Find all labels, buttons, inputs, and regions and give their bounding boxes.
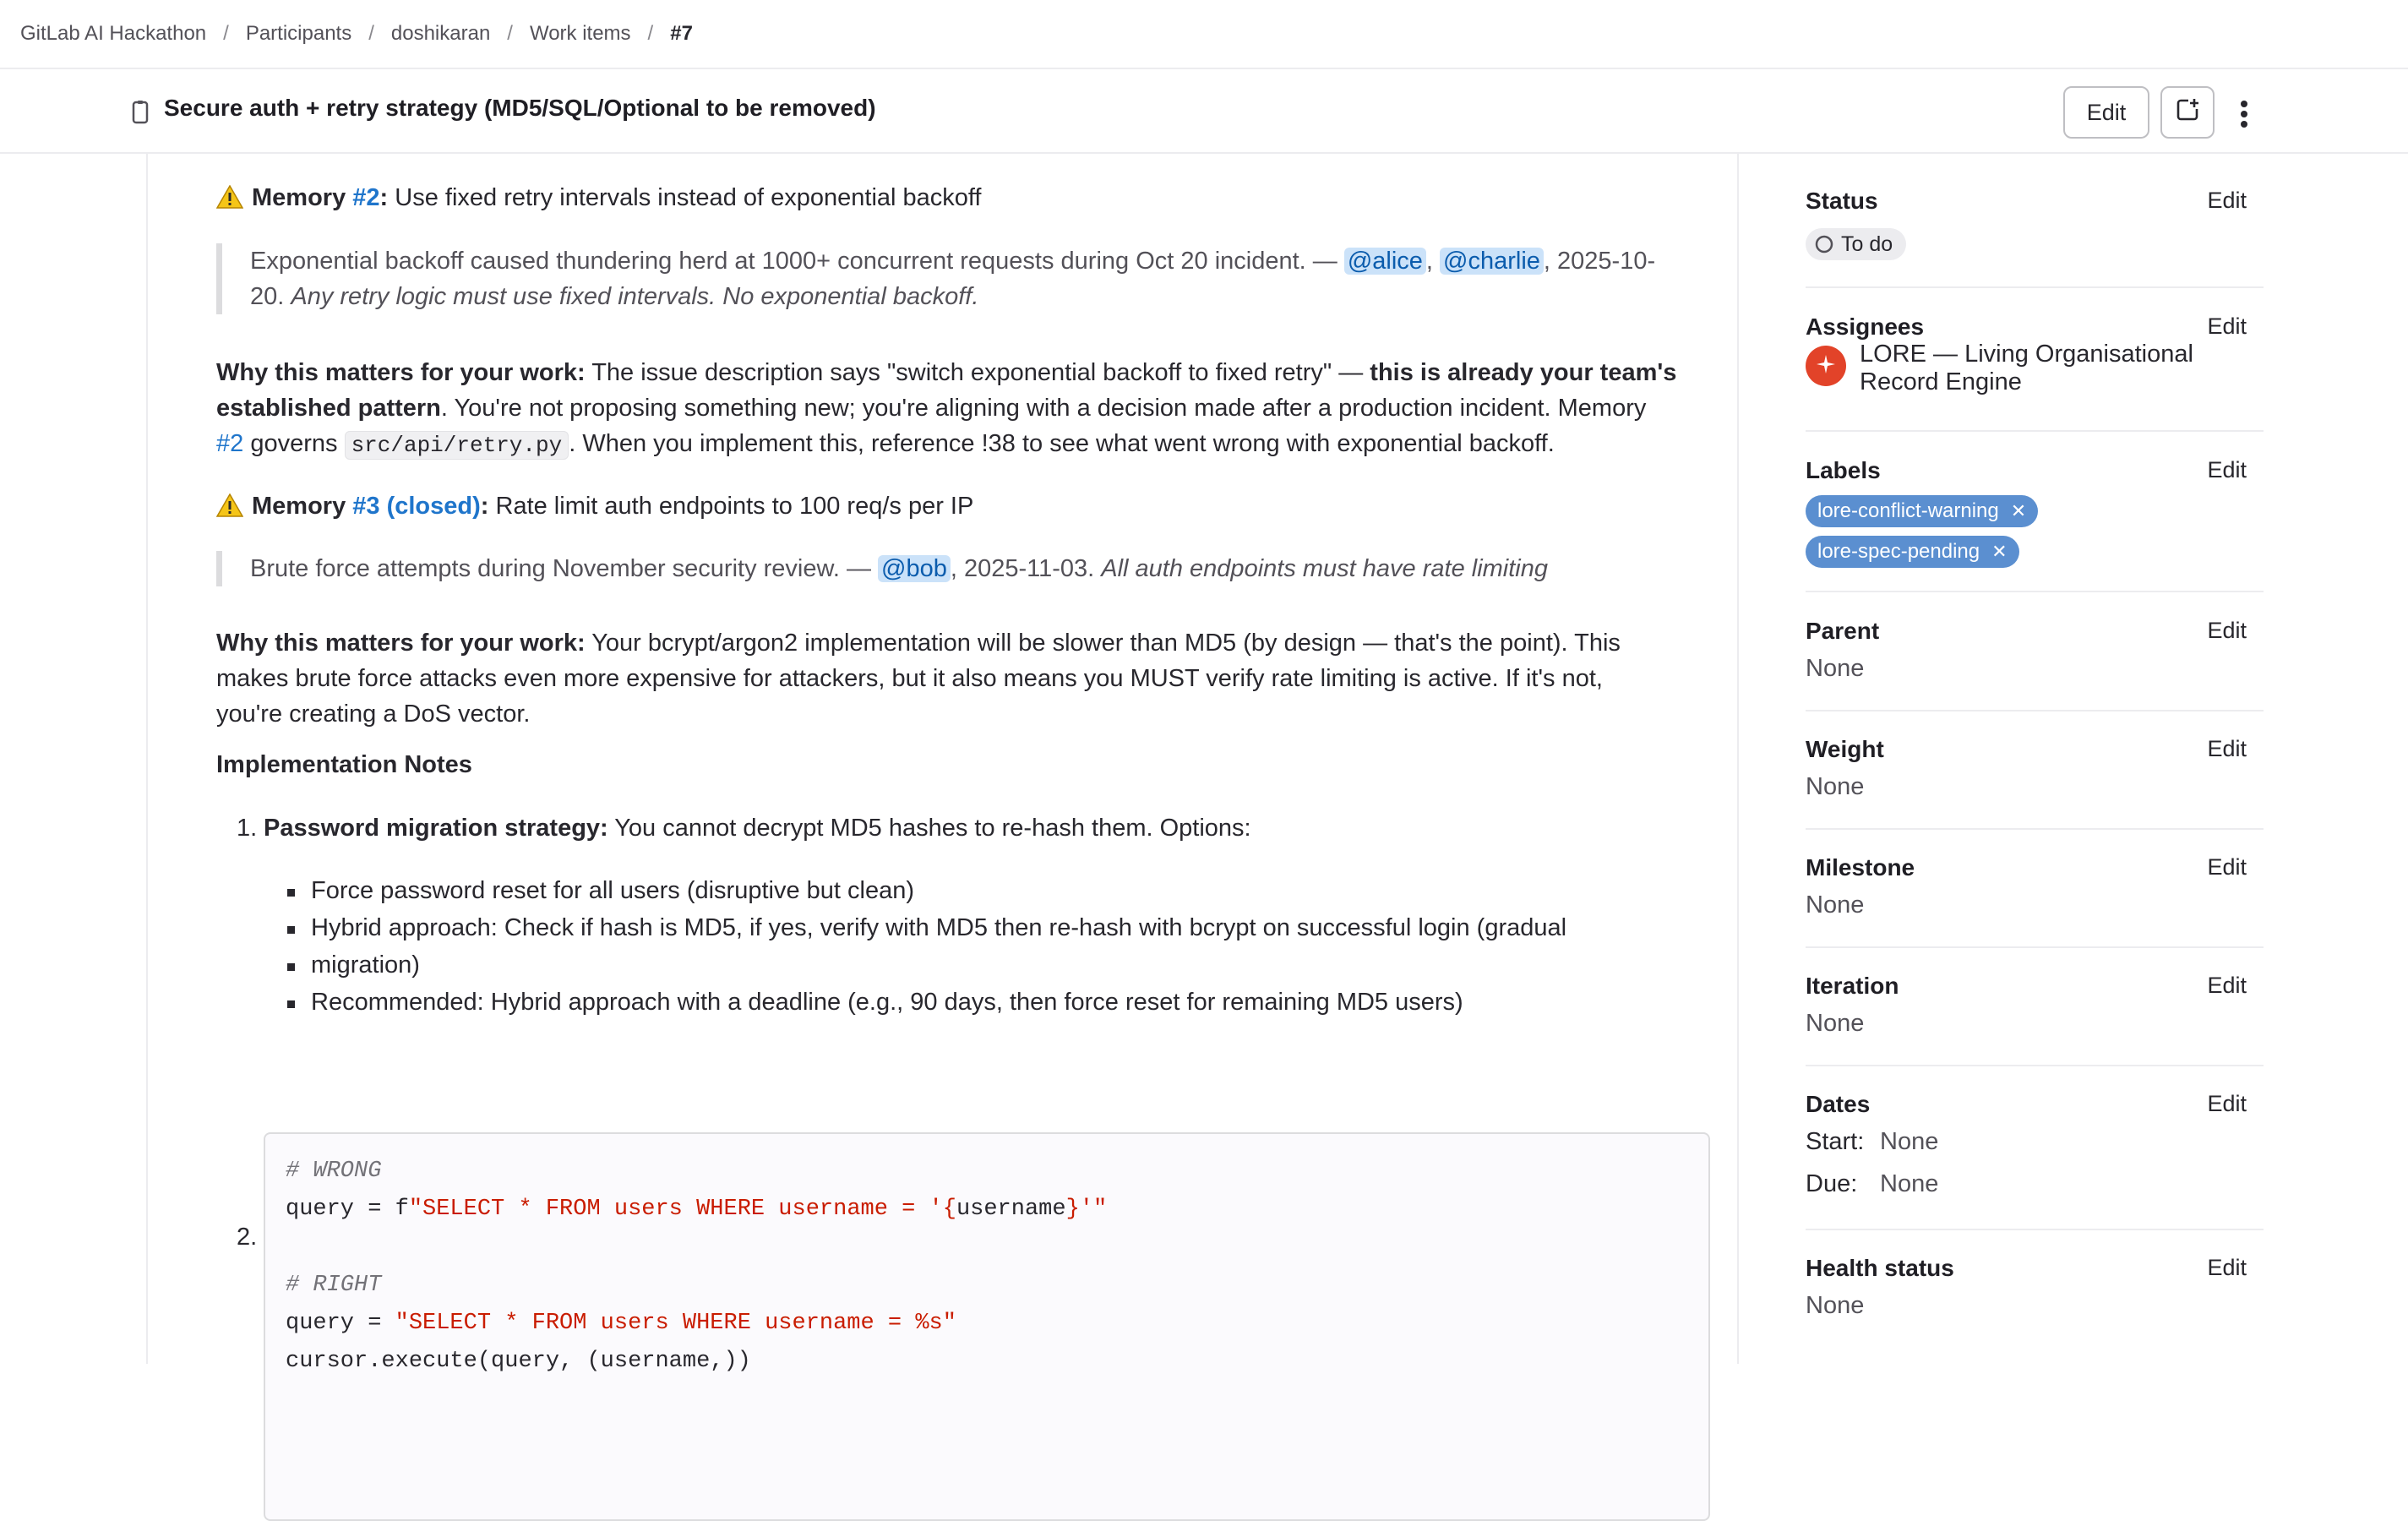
quote-comma: , xyxy=(1425,248,1441,275)
milestone-edit-button[interactable]: Edit xyxy=(2207,854,2247,880)
breadcrumb-separator: / xyxy=(647,22,654,45)
memory-label: Memory xyxy=(252,184,353,211)
blockquote xyxy=(216,551,1699,586)
status-value: To do xyxy=(1841,232,1893,256)
iteration-value: None xyxy=(1806,1010,1865,1037)
dates-edit-button[interactable]: Edit xyxy=(2207,1091,2247,1116)
health-status-heading: Health status xyxy=(1806,1255,1954,1281)
avatar[interactable] xyxy=(1806,346,1846,386)
parent-edit-button[interactable]: Edit xyxy=(2207,618,2247,643)
weight-edit-button[interactable]: Edit xyxy=(2207,736,2247,761)
why-text: The issue description says "switch exponential backoff to fixed retry" — xyxy=(585,359,1370,386)
sidebar-separator xyxy=(1806,286,2264,288)
why-bold: established pattern xyxy=(216,395,441,422)
quote-text: Exponential backoff caused thundering herd at 1000+ concurrent requests during Oct 20 incident. — xyxy=(250,248,1344,275)
due-date-label: Due: xyxy=(1806,1170,1858,1197)
memory-text: Use fixed retry intervals instead of exponential backoff xyxy=(388,184,982,211)
code-line: cursor.execute(query, (username,)) xyxy=(286,1349,751,1374)
status-badge[interactable] xyxy=(1806,228,1906,260)
milestone-heading: Milestone xyxy=(1806,854,1915,880)
mention-charlie[interactable]: @charlie xyxy=(1440,248,1544,275)
section-heading: Implementation Notes xyxy=(216,751,472,778)
code-token: query = f xyxy=(286,1197,409,1222)
sidebar-status xyxy=(1806,188,2264,289)
sidebar-separator xyxy=(1806,430,2264,432)
quote-italic: Any retry logic must use fixed intervals. No exponential backoff. xyxy=(291,283,979,310)
code-comment: # WRONG xyxy=(286,1158,382,1184)
parent-heading: Parent xyxy=(1806,618,1880,644)
why-text: makes brute force attacks even more expensive for attackers, but it also means you MUST verify rate limiting is active. If it's not, xyxy=(216,665,1603,692)
code-comment: # RIGHT xyxy=(286,1273,382,1298)
labels-edit-button[interactable]: Edit xyxy=(2207,457,2247,482)
health-status-value: None xyxy=(1806,1292,1865,1319)
sidebar-separator xyxy=(1806,591,2264,592)
memory-colon: : xyxy=(480,493,489,520)
why-paragraph xyxy=(216,355,1710,463)
breadcrumb-doshikaran[interactable]: doshikaran xyxy=(390,22,491,45)
sidebar-iteration xyxy=(1806,973,2264,1057)
label-text: lore-spec-pending xyxy=(1817,540,1980,563)
why-bold: this is already your team's xyxy=(1370,359,1677,386)
code-block[interactable] xyxy=(264,1132,1710,1521)
label-chip[interactable] xyxy=(1806,536,2019,568)
code-token: username xyxy=(956,1197,1066,1222)
list-item: Recommended: Hybrid approach with a deadline (e.g., 90 days, then force reset for remaining MD5 users) xyxy=(287,984,1566,1021)
sidebar-separator xyxy=(1806,828,2264,830)
memory-link[interactable]: #3 (closed) xyxy=(352,493,481,520)
code-string: "SELECT * FROM users WHERE username = %s" xyxy=(395,1311,956,1336)
status-heading: Status xyxy=(1806,188,1878,214)
memory-link[interactable]: #2 xyxy=(216,430,244,457)
edit-button[interactable]: Edit xyxy=(2063,86,2149,139)
list-number: 1. xyxy=(237,815,258,842)
work-item-header xyxy=(0,71,2408,154)
weight-value: None xyxy=(1806,773,1865,800)
why-paragraph xyxy=(216,625,1710,732)
why-text: Your bcrypt/argon2 implementation will be slower than MD5 (by design — that's the point). This xyxy=(585,630,1621,657)
memory-text: Rate limit auth endpoints to 100 req/s per IP xyxy=(488,493,974,520)
breadcrumb-separator: / xyxy=(507,22,513,45)
health-status-edit-button[interactable]: Edit xyxy=(2207,1255,2247,1280)
assignees-edit-button[interactable]: Edit xyxy=(2207,313,2247,339)
due-date-value: None xyxy=(1880,1170,1939,1197)
status-circle-icon xyxy=(1814,234,1834,254)
code-token: query = xyxy=(286,1311,395,1336)
code-line xyxy=(286,1305,1708,1343)
warning-icon xyxy=(216,183,243,219)
breadcrumb-participants[interactable]: Participants xyxy=(245,22,352,45)
iteration-edit-button[interactable]: Edit xyxy=(2207,973,2247,998)
assignee-name-line: Record Engine xyxy=(1860,368,2022,395)
issue-type-icon xyxy=(131,100,150,129)
new-related-item-button[interactable] xyxy=(2160,86,2215,139)
lore-logo-icon xyxy=(1815,353,1837,379)
list-number: 2. xyxy=(237,1224,258,1251)
code-line xyxy=(286,1191,1708,1229)
breadcrumb-separator: / xyxy=(223,22,229,45)
sidebar-milestone xyxy=(1806,854,2264,939)
warning-icon xyxy=(216,492,243,527)
why-text: governs xyxy=(243,430,345,457)
inline-code: src/api/retry.py xyxy=(345,431,569,460)
sidebar-weight xyxy=(1806,736,2264,820)
dates-heading: Dates xyxy=(1806,1091,1871,1117)
breadcrumb-work-items[interactable]: Work items xyxy=(529,22,631,45)
parent-value: None xyxy=(1806,655,1865,682)
why-text: . When you implement this, reference !38 to see what went wrong with exponential backoff. xyxy=(569,430,1555,457)
why-text: you're creating a DoS vector. xyxy=(216,701,531,728)
sidebar-dates xyxy=(1806,1091,2264,1218)
code-blank-line xyxy=(286,1229,1708,1267)
breadcrumb-separator: / xyxy=(368,22,374,45)
why-label: Why this matters for your work: xyxy=(216,630,586,657)
quote-date: , 2025-10- xyxy=(1543,248,1656,275)
bullet-list xyxy=(287,872,1566,1021)
list-item-label: Password migration strategy: xyxy=(264,815,608,842)
labels-heading: Labels xyxy=(1806,457,1881,483)
sidebar-separator xyxy=(1806,710,2264,711)
mention-alice[interactable]: @alice xyxy=(1344,248,1426,275)
quote-date: , 2025-11-03. xyxy=(950,555,1102,582)
assignees-heading: Assignees xyxy=(1806,313,1925,340)
blockquote xyxy=(216,243,1699,314)
memory-item xyxy=(216,488,973,527)
label-text: lore-conflict-warning xyxy=(1817,499,1999,522)
assignee-name[interactable] xyxy=(1860,341,2193,396)
weight-heading: Weight xyxy=(1806,736,1884,762)
start-date-value: None xyxy=(1880,1128,1939,1155)
sidebar-separator xyxy=(1806,946,2264,948)
memory-item xyxy=(216,180,982,219)
remove-label-icon[interactable]: ✕ xyxy=(2010,500,2027,521)
quote-italic: All auth endpoints must have rate limiting xyxy=(1101,555,1548,582)
page-title: Secure auth + retry strategy (MD5/SQL/Optional to be removed) xyxy=(164,95,876,121)
label-chip[interactable] xyxy=(1806,495,2038,527)
list-item-text: You cannot decrypt MD5 hashes to re-hash them. Options: xyxy=(607,815,1251,842)
milestone-value: None xyxy=(1806,891,1865,919)
sidebar-divider xyxy=(1737,154,1739,1364)
more-actions-icon[interactable] xyxy=(2237,100,2251,133)
sidebar-assignees xyxy=(1806,313,2264,415)
list-item: Hybrid approach: Check if hash is MD5, if yes, verify with MD5 then re-hash with bcrypt on successful login (gradual xyxy=(287,909,1566,946)
code-string: }'" xyxy=(1065,1197,1108,1222)
breadcrumb-current[interactable]: #7 xyxy=(670,22,693,45)
mention-bob[interactable]: @bob xyxy=(878,555,951,582)
iteration-heading: Iteration xyxy=(1806,973,1899,999)
sidebar-health-status xyxy=(1806,1255,2264,1339)
quote-date-cont: 20. xyxy=(250,283,291,310)
sidebar-labels xyxy=(1806,457,2264,575)
breadcrumb-gitlab-ai-hackathon[interactable]: GitLab AI Hackathon xyxy=(20,22,207,45)
sidebar-separator xyxy=(1806,1065,2264,1066)
quote-text: Brute force attempts during November security review. — xyxy=(250,555,879,582)
content-border xyxy=(146,154,148,1364)
remove-label-icon[interactable]: ✕ xyxy=(1991,541,2008,562)
breadcrumb xyxy=(0,0,2408,69)
sidebar-separator xyxy=(1806,1229,2264,1230)
assignee-name-line: LORE — Living Organisational xyxy=(1860,341,2193,368)
code-string: "SELECT * FROM users WHERE username = '{ xyxy=(408,1197,956,1222)
memory-colon: : xyxy=(379,184,389,211)
sidebar-parent xyxy=(1806,618,2264,702)
list-item-continuation: migration) xyxy=(287,946,1566,984)
new-item-icon xyxy=(2174,96,2201,129)
start-date-label: Start: xyxy=(1806,1128,1865,1155)
why-label: Why this matters for your work: xyxy=(216,359,586,386)
memory-link[interactable]: #2 xyxy=(352,184,380,211)
list-item: Force password reset for all users (disruptive but clean) xyxy=(287,872,1566,909)
status-edit-button[interactable]: Edit xyxy=(2207,188,2247,213)
memory-label: Memory xyxy=(252,493,353,520)
why-text: . You're not proposing something new; you're aligning with a decision made after a production incident. Memory xyxy=(440,395,1647,422)
